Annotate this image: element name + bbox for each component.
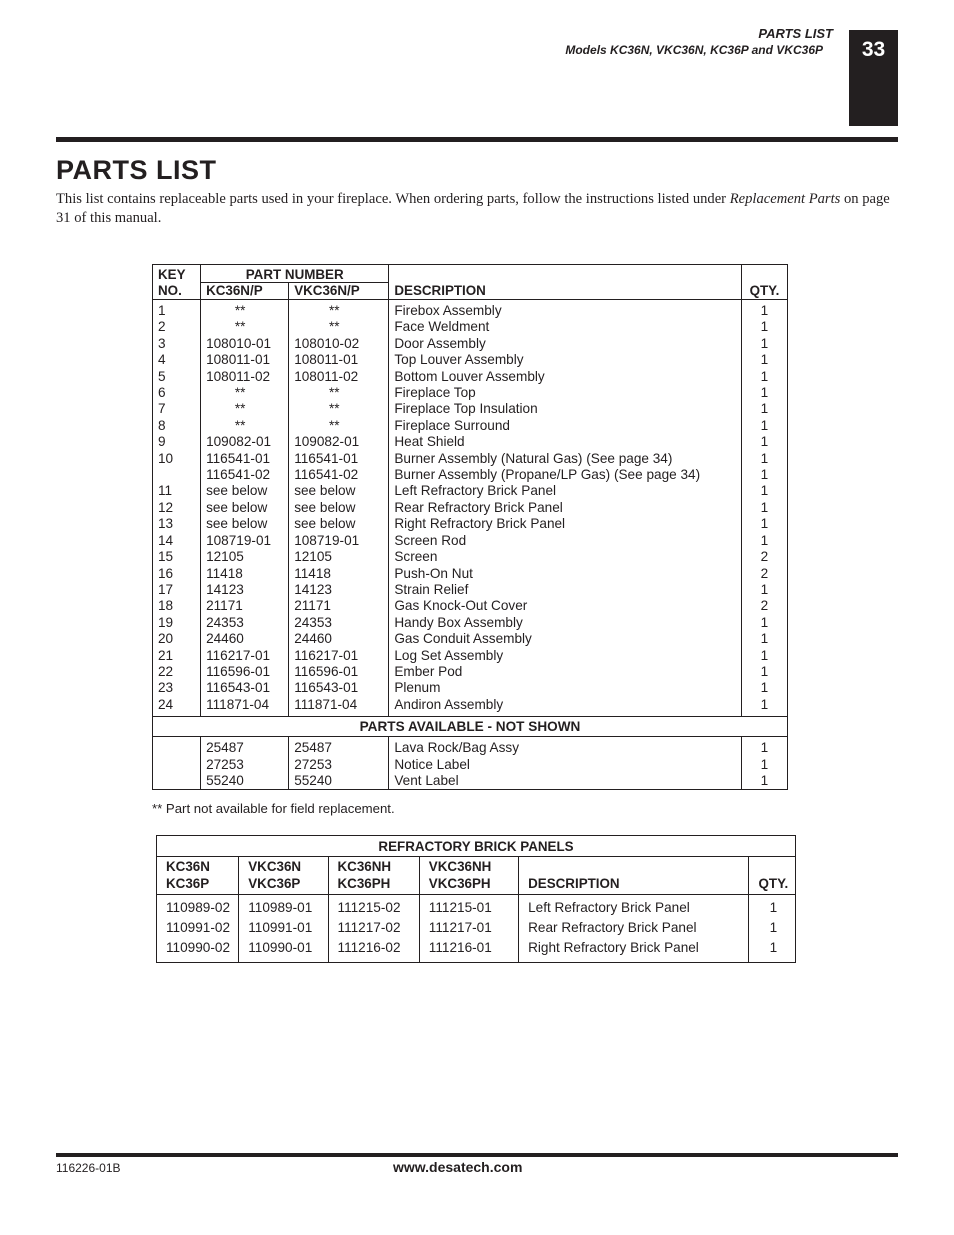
brick-header-line-2: KC36PH [337, 876, 391, 891]
description-cell: Strain Relief [389, 582, 742, 598]
brick-header-line-1: KC36N [166, 859, 210, 874]
key-cell: 14 [153, 533, 201, 549]
brick-cell: 1 [748, 895, 795, 919]
brick-column-header [419, 857, 518, 895]
table-row [153, 434, 788, 450]
qty-cell: 1 [741, 500, 787, 516]
table-row [153, 549, 788, 565]
vkc36np-cell: see below [289, 516, 389, 532]
kc36np-cell: ** [201, 303, 289, 319]
table-row [153, 418, 788, 434]
qty-cell: 2 [741, 566, 787, 582]
table-row [153, 697, 788, 713]
page-number: 33 [861, 38, 886, 61]
vkc36np-cell: ** [289, 303, 389, 319]
description-cell: Lava Rock/Bag Assy [389, 740, 742, 756]
qty-cell: 1 [741, 434, 787, 450]
header-models: Models KC36N, VKC36N, KC36P and VKC36P [565, 43, 823, 57]
brick-header-line-1: KC36NH [337, 859, 392, 874]
vkc36np-cell: 116543-01 [289, 680, 389, 696]
kc36np-cell: 116541-02 [201, 467, 289, 483]
kc36np-cell: 55240 [201, 773, 289, 790]
kc36np-cell: 109082-01 [201, 434, 289, 450]
brick-header-line-1 [528, 858, 742, 875]
kc36np-cell: ** [201, 385, 289, 401]
brick-cell: Right Refractory Brick Panel [519, 938, 749, 963]
key-cell: 1 [153, 303, 201, 319]
brick-cell: Rear Refractory Brick Panel [519, 918, 749, 938]
document-id: 116226-01B [56, 1161, 121, 1175]
description-cell: Door Assembly [389, 336, 742, 352]
brick-cell: 110991-02 [166, 920, 230, 935]
table-row [153, 631, 788, 647]
qty-cell: 1 [741, 418, 787, 434]
description-cell: Andiron Assembly [389, 697, 742, 713]
table-row [157, 918, 796, 938]
brick-header-line-2: VKC36P [248, 876, 301, 891]
footnote: ** Part not available for field replacement. [152, 801, 395, 816]
description-header-spacer [389, 265, 742, 283]
key-cell: 2 [153, 319, 201, 335]
key-header-bottom: NO. [153, 283, 201, 300]
bottom-divider [56, 1153, 898, 1157]
qty-cell: 1 [741, 533, 787, 549]
description-cell: Plenum [389, 680, 742, 696]
vkc36np-cell: 24353 [289, 615, 389, 631]
vkc36np-cell: 21171 [289, 598, 389, 614]
brick-cell: 111216-02 [328, 938, 419, 963]
table-row [153, 467, 788, 483]
brick-column-header [157, 857, 239, 895]
description-cell: Push-On Nut [389, 566, 742, 582]
description-cell: Firebox Assembly [389, 303, 742, 319]
brick-header-line-2: DESCRIPTION [528, 876, 620, 891]
kc36np-cell: 24353 [201, 615, 289, 631]
description-cell: Handy Box Assembly [389, 615, 742, 631]
qty-cell: 1 [741, 680, 787, 696]
key-cell: 22 [153, 664, 201, 680]
brick-table-title: REFRACTORY BRICK PANELS [157, 836, 796, 857]
description-cell: Ember Pod [389, 664, 742, 680]
description-cell: Fireplace Top Insulation [389, 401, 742, 417]
vkc36np-cell: see below [289, 500, 389, 516]
key-cell: 13 [153, 516, 201, 532]
kc36np-cell: 108011-01 [201, 352, 289, 368]
page-number-tab [849, 30, 898, 126]
kc36np-cell: see below [201, 500, 289, 516]
kc36np-cell: 11418 [201, 566, 289, 582]
vkc36np-cell: 108011-02 [289, 369, 389, 385]
key-cell [153, 467, 201, 483]
key-cell: 6 [153, 385, 201, 401]
brick-cell: 1 [748, 918, 795, 938]
table-row [153, 566, 788, 582]
kc36np-cell: 116217-01 [201, 648, 289, 664]
key-cell: 10 [153, 451, 201, 467]
kc36np-cell: 24460 [201, 631, 289, 647]
vkc36np-cell: 116596-01 [289, 664, 389, 680]
table-row [153, 401, 788, 417]
vkc36np-cell: 111871-04 [289, 697, 389, 713]
kc36np-cell: ** [201, 418, 289, 434]
brick-cell: 110990-02 [166, 940, 230, 955]
kc36np-cell: 116596-01 [201, 664, 289, 680]
table-row [153, 500, 788, 516]
key-cell [153, 757, 201, 773]
qty-cell: 2 [741, 549, 787, 565]
brick-cell: 111217-01 [419, 918, 518, 938]
kc36np-cell: ** [201, 401, 289, 417]
brick-cell: 110991-01 [239, 918, 328, 938]
table-row [153, 336, 788, 352]
key-cell: 18 [153, 598, 201, 614]
qty-header-spacer [741, 265, 787, 283]
description-cell: Burner Assembly (Natural Gas) (See page 34) [389, 451, 742, 467]
page-title: PARTS LIST [56, 155, 217, 185]
qty-cell: 1 [741, 483, 787, 499]
qty-cell: 1 [741, 319, 787, 335]
vkc36np-cell: 116541-01 [289, 451, 389, 467]
table-row [153, 352, 788, 368]
vkc36np-cell: 25487 [289, 740, 389, 756]
description-cell: Rear Refractory Brick Panel [389, 500, 742, 516]
kc36np-cell: 116543-01 [201, 680, 289, 696]
qty-cell: 1 [741, 757, 787, 773]
table-row [157, 895, 796, 919]
brick-column-header [519, 857, 749, 895]
key-cell: 7 [153, 401, 201, 417]
table-row [153, 483, 788, 499]
intro-text-after: on page 31 of this manual. [56, 191, 890, 226]
vkc36np-cell: 116217-01 [289, 648, 389, 664]
brick-panels-table [156, 835, 796, 963]
vkc36np-cell: 109082-01 [289, 434, 389, 450]
key-cell: 19 [153, 615, 201, 631]
description-cell: Burner Assembly (Propane/LP Gas) (See page 34) [389, 467, 742, 483]
brick-cell: 110990-01 [239, 938, 328, 963]
table-row [153, 664, 788, 680]
kc36np-cell: 108011-02 [201, 369, 289, 385]
qty-cell: 2 [741, 598, 787, 614]
kc36np-cell: see below [201, 516, 289, 532]
brick-header-line-2: VKC36PH [428, 876, 491, 891]
qty-header: QTY. [741, 283, 787, 300]
table-row [153, 680, 788, 696]
kc36np-cell: 27253 [201, 757, 289, 773]
qty-cell: 1 [741, 631, 787, 647]
description-header: DESCRIPTION [389, 283, 742, 300]
top-divider [56, 137, 898, 142]
qty-cell: 1 [741, 385, 787, 401]
brick-header-line-1: VKC36NH [428, 859, 492, 874]
kc36np-cell: 21171 [201, 598, 289, 614]
vkc36np-cell: 108719-01 [289, 533, 389, 549]
description-cell: Screen Rod [389, 533, 742, 549]
vkc36np-cell: 55240 [289, 773, 389, 790]
kc36np-cell: 108010-01 [201, 336, 289, 352]
description-cell: Fireplace Surround [389, 418, 742, 434]
vkc36np-cell: 14123 [289, 582, 389, 598]
qty-cell: 1 [741, 451, 787, 467]
table-row [153, 615, 788, 631]
table-row [153, 451, 788, 467]
parts-table [152, 264, 788, 790]
brick-header-line-2: QTY. [758, 876, 789, 891]
brick-cell: 110989-02 [166, 900, 230, 915]
key-cell: 4 [153, 352, 201, 368]
brick-cell: 1 [748, 938, 795, 963]
table-row [153, 385, 788, 401]
description-cell: Face Weldment [389, 319, 742, 335]
vkc36np-cell: 24460 [289, 631, 389, 647]
key-cell: 20 [153, 631, 201, 647]
table-row [153, 598, 788, 614]
description-cell: Gas Conduit Assembly [389, 631, 742, 647]
brick-column-header [748, 857, 795, 895]
table-row [153, 648, 788, 664]
kc36np-cell: ** [201, 319, 289, 335]
table-row [153, 516, 788, 532]
key-cell: 3 [153, 336, 201, 352]
vkc36np-cell: ** [289, 401, 389, 417]
kc36np-header: KC36N/P [201, 283, 289, 300]
qty-cell: 1 [741, 467, 787, 483]
vkc36np-cell: 12105 [289, 549, 389, 565]
qty-cell: 1 [741, 697, 787, 713]
description-cell: Screen [389, 549, 742, 565]
vkc36np-cell: 11418 [289, 566, 389, 582]
description-cell: Heat Shield [389, 434, 742, 450]
vkc36np-cell: see below [289, 483, 389, 499]
key-cell [153, 740, 201, 756]
kc36np-cell: 111871-04 [201, 697, 289, 713]
intro-paragraph [56, 190, 900, 228]
description-cell: Right Refractory Brick Panel [389, 516, 742, 532]
kc36np-cell: see below [201, 483, 289, 499]
qty-cell: 1 [741, 740, 787, 756]
qty-cell: 1 [741, 773, 787, 790]
table-row [153, 740, 788, 756]
table-row [153, 773, 788, 790]
brick-header-line-2: KC36P [166, 876, 210, 891]
vkc36np-cell: 108010-02 [289, 336, 389, 352]
description-cell: Gas Knock-Out Cover [389, 598, 742, 614]
brick-column-header [328, 857, 419, 895]
qty-cell: 1 [741, 582, 787, 598]
vkc36np-header: VKC36N/P [289, 283, 389, 300]
intro-emphasis: Replacement Parts [729, 191, 841, 207]
table-row [153, 369, 788, 385]
table-row [153, 303, 788, 319]
key-cell: 15 [153, 549, 201, 565]
qty-cell: 1 [741, 352, 787, 368]
description-cell: Top Louver Assembly [389, 352, 742, 368]
key-cell: 5 [153, 369, 201, 385]
kc36np-cell: 116541-01 [201, 451, 289, 467]
qty-cell: 1 [741, 369, 787, 385]
vkc36np-cell: 108011-01 [289, 352, 389, 368]
vkc36np-cell: 27253 [289, 757, 389, 773]
header-section-title: PARTS LIST [758, 26, 833, 41]
key-cell: 9 [153, 434, 201, 450]
table-row [153, 533, 788, 549]
kc36np-cell: 14123 [201, 582, 289, 598]
table-row [157, 938, 796, 963]
description-cell: Log Set Assembly [389, 648, 742, 664]
brick-column-header [239, 857, 328, 895]
key-cell: 11 [153, 483, 201, 499]
brick-header-line-1 [758, 858, 789, 875]
qty-cell: 1 [741, 615, 787, 631]
vkc36np-cell: ** [289, 385, 389, 401]
qty-cell: 1 [741, 664, 787, 680]
description-cell: Left Refractory Brick Panel [389, 483, 742, 499]
qty-cell: 1 [741, 516, 787, 532]
intro-text-before: This list contains replaceable parts used in your fireplace. When ordering parts, follow the instructions listed under [56, 191, 730, 207]
brick-header-line-1: VKC36N [248, 859, 302, 874]
qty-cell: 1 [741, 336, 787, 352]
key-cell: 23 [153, 680, 201, 696]
table-row [153, 582, 788, 598]
key-cell: 24 [153, 697, 201, 713]
vkc36np-cell: 116541-02 [289, 467, 389, 483]
key-cell: 16 [153, 566, 201, 582]
qty-cell: 1 [741, 648, 787, 664]
description-cell: Bottom Louver Assembly [389, 369, 742, 385]
website-link[interactable]: www.desatech.com [393, 1159, 523, 1175]
not-shown-title: PARTS AVAILABLE - NOT SHOWN [153, 717, 788, 737]
key-cell: 17 [153, 582, 201, 598]
description-cell: Notice Label [389, 757, 742, 773]
brick-cell: 111216-01 [419, 938, 518, 963]
key-cell: 21 [153, 648, 201, 664]
description-cell: Fireplace Top [389, 385, 742, 401]
kc36np-cell: 108719-01 [201, 533, 289, 549]
key-cell [153, 773, 201, 790]
brick-cell: 111215-02 [328, 895, 419, 919]
key-cell: 12 [153, 500, 201, 516]
qty-cell: 1 [741, 303, 787, 319]
brick-cell: 111215-01 [419, 895, 518, 919]
kc36np-cell: 12105 [201, 549, 289, 565]
vkc36np-cell: ** [289, 319, 389, 335]
table-row [153, 319, 788, 335]
brick-cell: 111217-02 [328, 918, 419, 938]
brick-cell: 110989-01 [239, 895, 328, 919]
vkc36np-cell: ** [289, 418, 389, 434]
key-header-top: KEY [153, 265, 201, 283]
table-row [153, 757, 788, 773]
part-number-header: PART NUMBER [201, 265, 389, 283]
brick-cell: Left Refractory Brick Panel [519, 895, 749, 919]
key-cell: 8 [153, 418, 201, 434]
kc36np-cell: 25487 [201, 740, 289, 756]
qty-cell: 1 [741, 401, 787, 417]
description-cell: Vent Label [389, 773, 742, 790]
